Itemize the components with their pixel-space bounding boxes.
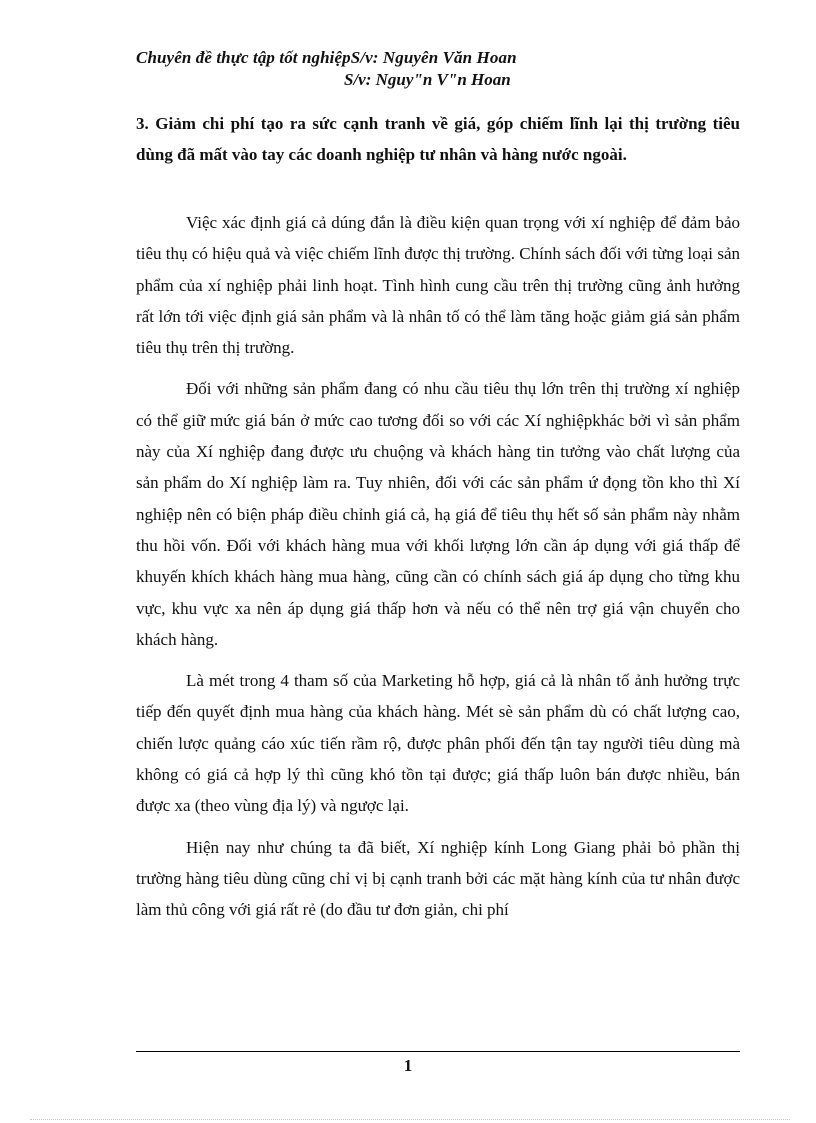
paragraph-3: Là mét trong 4 tham số của Marketing hỗ hợp, giá cả là nhân tố ảnh hưởng trực tiếp đến quyết định mua hàng của khách hàng. Mét sè sản phẩm dù có chất lượng cao, chiến lược quảng cáo xúc tiến rầm rộ, được phân phối đến tận tay người tiêu dùng mà không có giá cả hợp lý thì cũng khó tồn tại được; giá thấp luôn bán được nhiều, bán được xa (theo vùng địa lý) và ngược lại. <box>136 671 740 816</box>
footer-divider <box>136 1051 740 1052</box>
paragraph-1: Việc xác định giá cả dúng đắn là điều kiện quan trọng với xí nghiệp để đảm bảo tiêu thụ có hiệu quả và việc chiếm lĩnh được thị trường. Chính sách đối với từng loại sản phẩm của xí nghiệp phải linh hoạt. Tình hình cung cầu trên thị trường cũng ảnh hưởng rất lớn tới việc định giá sản phẩm và là nhân tố có thể làm tăng hoặc giảm giá sản phẩm tiêu thụ trên thị trường. <box>136 213 740 358</box>
page-bottom-border <box>30 1119 790 1120</box>
paragraph-4: Hiện nay như chúng ta đã biết, Xí nghiệp kính Long Giang phải bỏ phần thị trường hàng tiêu dùng cũng chỉ vị bị cạnh tranh bởi các mặt hàng kính của tư nhân được làm thủ công với giá rất rẻ (do đầu tư đơn giản, chi phí <box>136 837 740 920</box>
running-header-author: S/v: Nguy"n V"n Hoan <box>344 70 511 89</box>
running-header-title: Chuyên đề thực tập tốt nghiệpS/v: Nguyên Văn Hoan <box>136 48 517 67</box>
paragraph-2: Đối với những sản phẩm đang có nhu cầu tiêu thụ lớn trên thị trường xí nghiệp có thể giữ mức giá bán ở mức cao tương đối so với các Xí nghiệpkhác bởi vì sản phẩm này của Xí nghiệp đang được ưu chuộng và khách hàng tin tưởng vào chất lượng của sản phẩm do Xí nghiệp làm ra. Tuy nhiên, đối với các sản phẩm ứ đọng tồn kho thì Xí nghiệp nên có biện pháp điều chỉnh giá cả, hạ giá để tiêu thụ hết số sản phẩm này nhằm thu hồi vốn. Đối với khách hàng mua với khối lượng lớn cần áp dụng với giá thấp để khuyến khích khách hàng mua hàng, cũng cần có chính sách giá áp dụng cho từng khu vực, khu vực xa nên áp dụng giá thấp hơn và nếu có thể nên trợ giá vận chuyển cho khách hàng. <box>136 379 740 649</box>
section-heading: 3. Giảm chi phí tạo ra sức cạnh tranh về giá, góp chiếm lĩnh lại thị trường tiêu dùng đã mất vào tay các doanh nghiệp tư nhân và hàng nước ngoài. <box>136 114 740 164</box>
body-text <box>136 207 740 936</box>
page-number: 1 <box>403 1056 413 1075</box>
